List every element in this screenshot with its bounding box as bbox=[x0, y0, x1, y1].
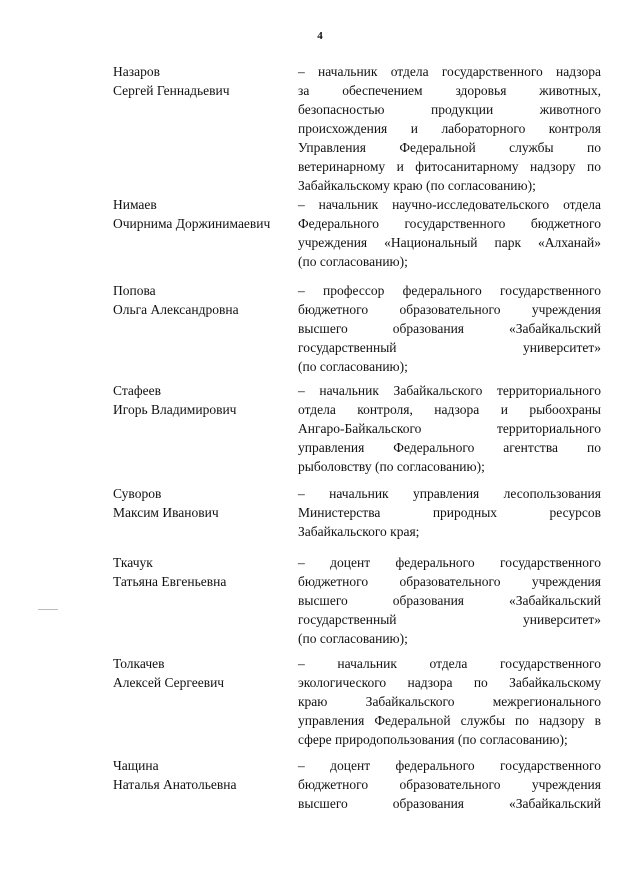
member-given-name: Очирнима Доржинимаевич bbox=[113, 216, 271, 231]
member-surname: Нимаев bbox=[113, 197, 157, 212]
position-line: Управления Федеральной службы по bbox=[298, 140, 601, 155]
member-position bbox=[298, 654, 601, 749]
position-line: высшего образования «Забайкальский bbox=[298, 593, 601, 608]
position-line: – профессор федерального государственного bbox=[298, 283, 601, 298]
position-line: – начальник отдела государственного надзора bbox=[298, 64, 601, 79]
position-line: государственный университет» bbox=[298, 612, 601, 627]
position-line: управления Федеральной службы по надзору в bbox=[298, 713, 601, 728]
member-position bbox=[298, 281, 601, 376]
member-given-name: Максим Иванович bbox=[113, 505, 219, 520]
position-line: сфере природопользования (по согласованию); bbox=[298, 732, 568, 747]
member-surname: Ткачук bbox=[113, 555, 153, 570]
member-name bbox=[113, 756, 293, 794]
member-name bbox=[113, 484, 293, 522]
position-line: Ангаро-Байкальского территориального bbox=[298, 421, 601, 436]
position-line: отдела контроля, надзора и рыбоохраны bbox=[298, 402, 601, 417]
position-line: – доцент федерального государственного bbox=[298, 555, 601, 570]
position-line: учреждения «Национальный парк «Алханай» bbox=[298, 235, 601, 250]
position-line: бюджетного образовательного учреждения bbox=[298, 777, 601, 792]
position-line: безопасностью продукции животного bbox=[298, 102, 601, 117]
member-position bbox=[298, 195, 601, 271]
position-line: высшего образования «Забайкальский bbox=[298, 796, 601, 811]
member-given-name: Наталья Анатольевна bbox=[113, 777, 237, 792]
position-line: – начальник управления лесопользования bbox=[298, 486, 601, 501]
member-surname: Толкачев bbox=[113, 656, 165, 671]
position-line: – доцент федерального государственного bbox=[298, 758, 601, 773]
position-line: Забайкальского края; bbox=[298, 524, 420, 539]
member-position bbox=[298, 756, 601, 813]
position-line: краю Забайкальского межрегионального bbox=[298, 694, 601, 709]
member-name bbox=[113, 553, 293, 591]
member-name bbox=[113, 62, 293, 100]
member-name bbox=[113, 654, 293, 692]
position-line: высшего образования «Забайкальский bbox=[298, 321, 601, 336]
member-position bbox=[298, 62, 601, 195]
position-line: бюджетного образовательного учреждения bbox=[298, 574, 601, 589]
position-line: за обеспечением здоровья животных, bbox=[298, 83, 601, 98]
position-line: экологического надзора по Забайкальскому bbox=[298, 675, 601, 690]
member-name bbox=[113, 281, 293, 319]
position-line: Министерства природных ресурсов bbox=[298, 505, 601, 520]
position-line: рыболовству (по согласованию); bbox=[298, 459, 485, 474]
position-line: (по согласованию); bbox=[298, 631, 408, 646]
member-given-name: Татьяна Евгеньевна bbox=[113, 574, 227, 589]
member-given-name: Игорь Владимирович bbox=[113, 402, 237, 417]
member-given-name: Сергей Геннадьевич bbox=[113, 83, 230, 98]
member-surname: Суворов bbox=[113, 486, 162, 501]
position-line: происхождения и лабораторного контроля bbox=[298, 121, 601, 136]
position-line: управления Федерального агентства по bbox=[298, 440, 601, 455]
member-position bbox=[298, 553, 601, 648]
member-surname: Стафеев bbox=[113, 383, 161, 398]
member-surname: Чащина bbox=[113, 758, 159, 773]
margin-mark bbox=[38, 609, 58, 610]
position-line: – начальник Забайкальского территориального bbox=[298, 383, 601, 398]
member-name bbox=[113, 381, 293, 419]
member-surname: Попова bbox=[113, 283, 156, 298]
position-line: ветеринарному и фитосанитарному надзору по bbox=[298, 159, 601, 174]
position-line: – начальник научно-исследовательского отдела bbox=[298, 197, 601, 212]
position-line: (по согласованию); bbox=[298, 359, 408, 374]
member-position bbox=[298, 484, 601, 541]
member-given-name: Ольга Александровна bbox=[113, 302, 239, 317]
position-line: Федерального государственного бюджетного bbox=[298, 216, 601, 231]
page-number: 4 bbox=[317, 30, 323, 42]
member-given-name: Алексей Сергеевич bbox=[113, 675, 225, 690]
position-line: (по согласованию); bbox=[298, 254, 408, 269]
position-line: – начальник отдела государственного bbox=[298, 656, 601, 671]
position-line: бюджетного образовательного учреждения bbox=[298, 302, 601, 317]
member-name bbox=[113, 195, 293, 233]
member-surname: Назаров bbox=[113, 64, 160, 79]
position-line: Забайкальскому краю (по согласованию); bbox=[298, 178, 536, 193]
position-line: государственный университет» bbox=[298, 340, 601, 355]
member-position bbox=[298, 381, 601, 476]
